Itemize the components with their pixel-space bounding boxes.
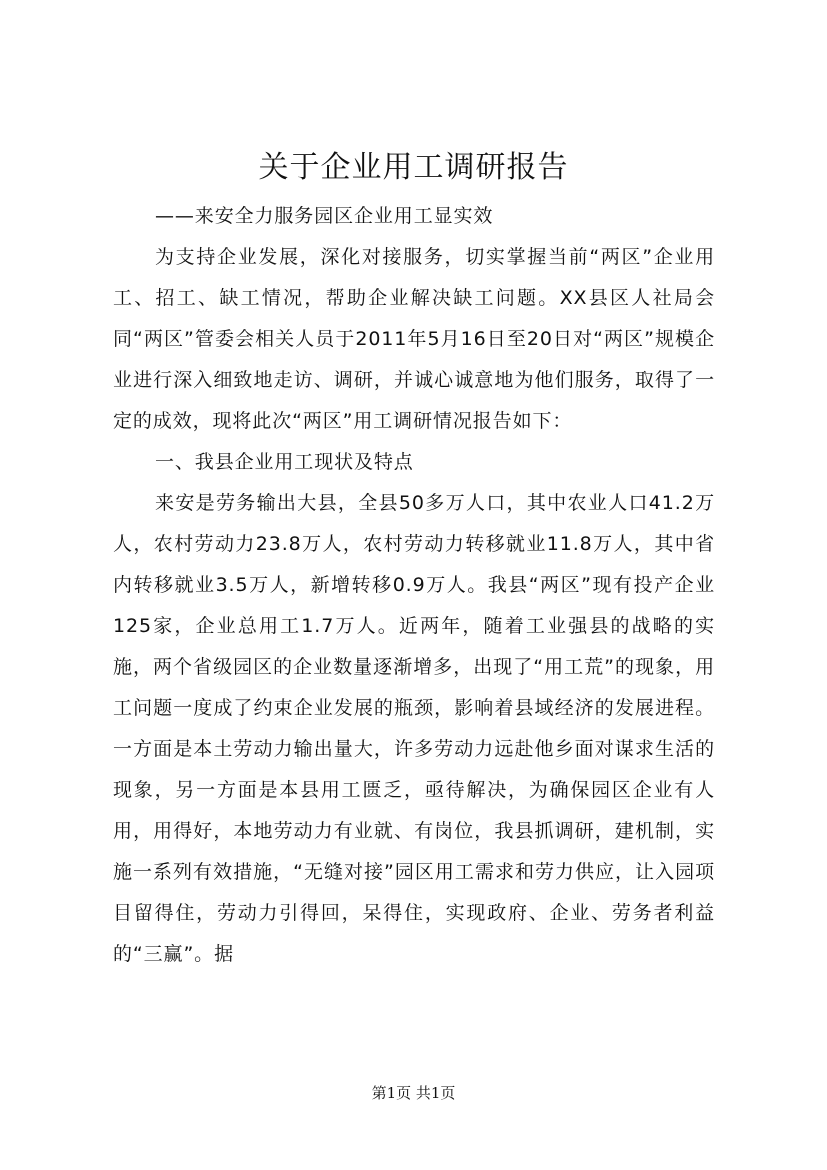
document-body <box>113 196 715 975</box>
paragraph-section-1: 来安是劳务输出大县，全县50多万人口，其中农业人口41.2万人，农村劳动力23.8万人，农村劳动力转移就业11.8万人，其中省内转移就业3.5万人，新增转移0.9万人。我县“两区”现有投产企业125家，企业总用工1.7万人。近两年，随着工业强县的战略的实施，两个省级园区的企业数量逐渐增多，出现了“用工荒”的现象，用工问题一度成了约束企业发展的瓶颈，影响着县域经济的发展进程。一方面是本土劳动力输出量大，许多劳动力远赴他乡面对谋求生活的现象，另一方面是本县用工匮乏，亟待解决，为确保园区企业有人用，用得好，本地劳动力有业就、有岗位，我县抓调研，建机制，实施一系列有效措施，“无缝对接”园区用工需求和劳力供应，让入园项目留得住，劳动力引得回，呆得住，实现政府、企业、劳务者利益的“三赢”。据 <box>113 492 715 965</box>
section-heading: 一、我县企业用工现状及特点 <box>155 451 414 473</box>
paragraph-intro: 为支持企业发展，深化对接服务，切实掌握当前“两区”企业用工、招工、缺工情况，帮助企业解决缺工问题。XX县区人社局会同“两区”管委会相关人员于2011年5月16日至20日对“两区”规模企业进行深入细致地走访、调研，并诚心诚意地为他们服务，取得了一定的成效，现将此次“两区”用工调研情况报告如下： <box>113 246 715 432</box>
document-title: 关于企业用工调研报告 <box>258 150 569 185</box>
page-number-footer: 第1页 共1页 <box>371 1084 456 1102</box>
subtitle: ——来安全力服务园区企业用工显实效 <box>155 205 494 227</box>
